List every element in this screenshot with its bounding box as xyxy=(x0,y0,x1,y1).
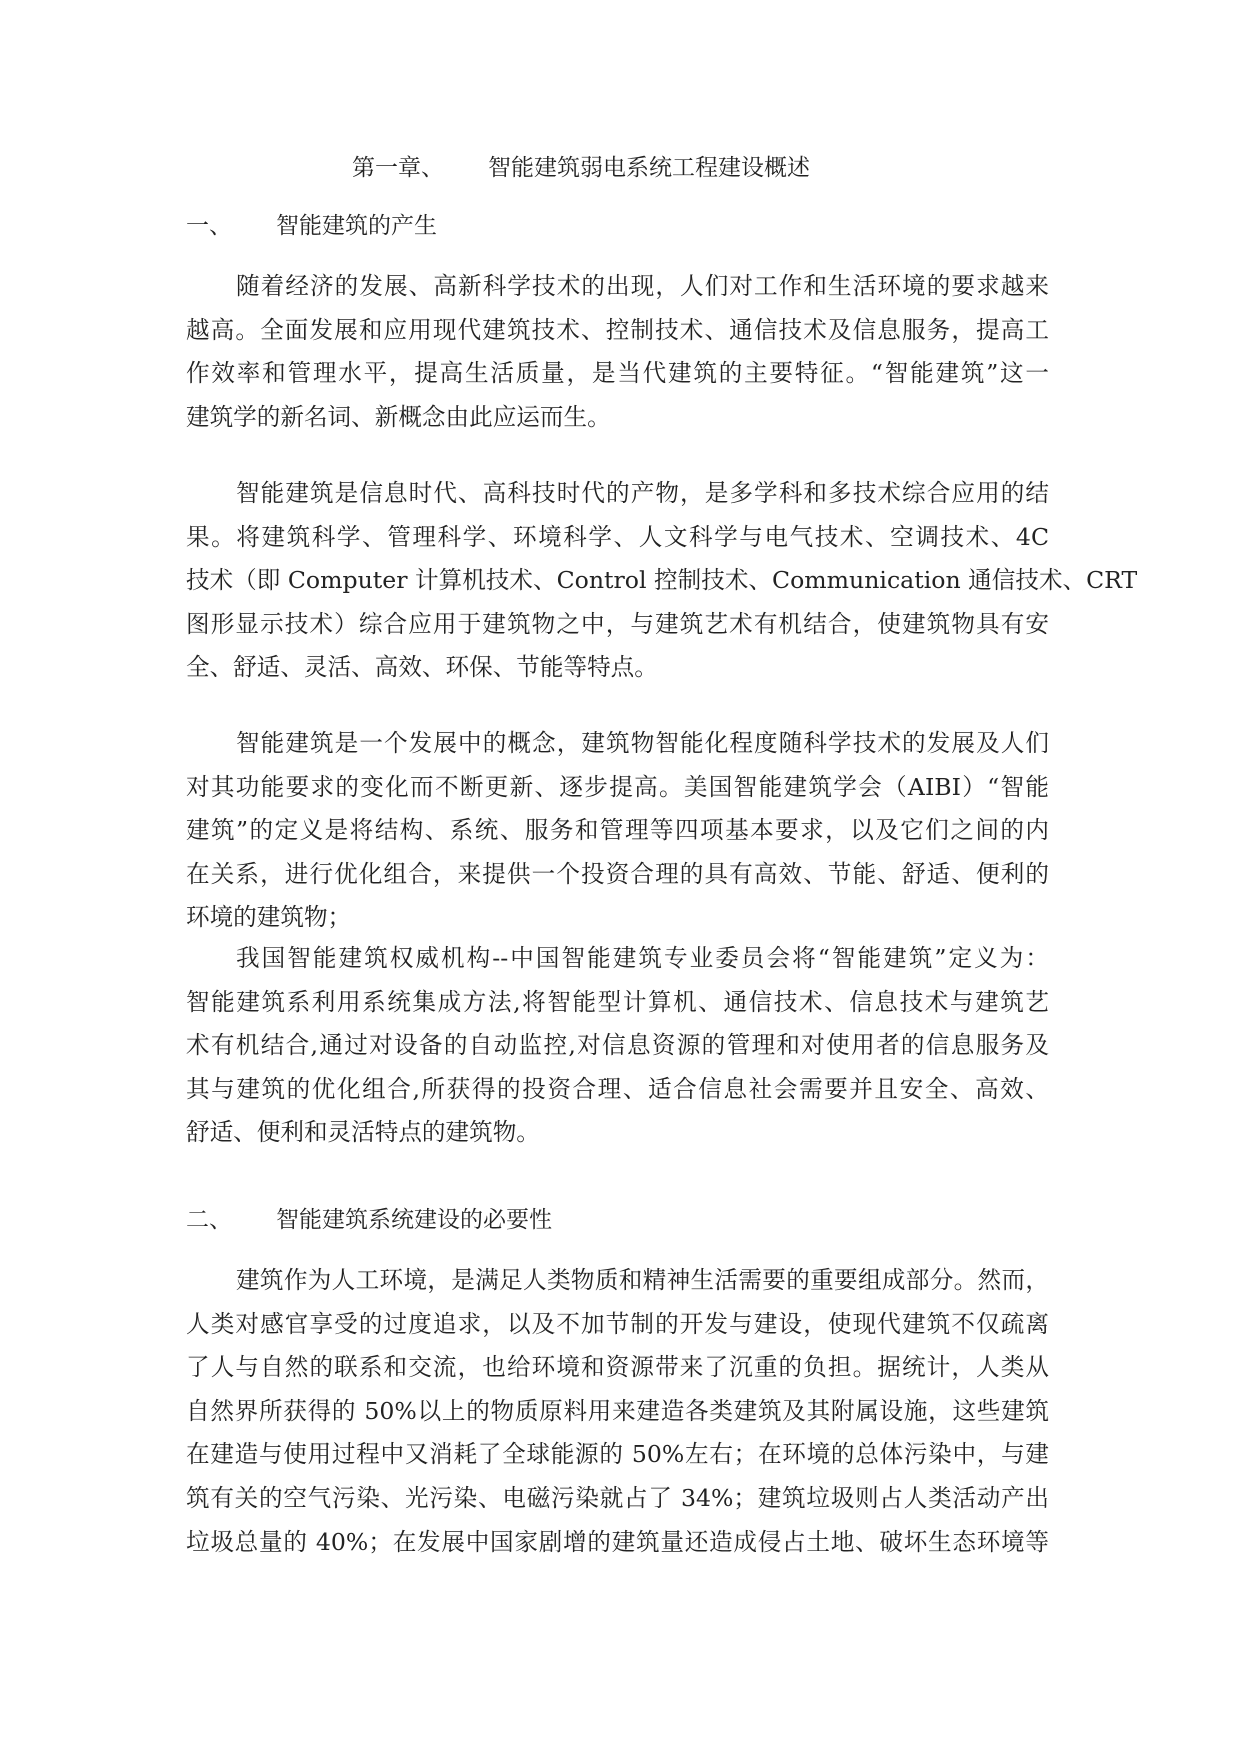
paragraph-line: 智能建筑是一个发展中的概念，建筑物智能化程度随科学技术的发展及人们 xyxy=(236,729,1049,757)
paragraph-line: 建筑”的定义是将结构、系统、服务和管理等四项基本要求，以及它们之间的内 xyxy=(186,816,1049,845)
paragraph-line: 术有机结合,通过对设备的自动监控,对信息资源的管理和对使用者的信息服务及 xyxy=(186,1031,1049,1060)
chapter-title-text: 智能建筑弱电系统工程建设概述 xyxy=(488,155,810,181)
section-title: 智能建筑的产生 xyxy=(276,213,437,239)
chapter-number: 第一章、 xyxy=(352,155,444,181)
paragraph-line: 智能建筑是信息时代、高科技时代的产物，是多学科和多技术综合应用的结 xyxy=(236,479,1049,507)
section-number: 一、 xyxy=(186,213,232,239)
section-number: 二、 xyxy=(186,1207,232,1233)
paragraph-line: 在建造与使用过程中又消耗了全球能源的 50%左右；在环境的总体污染中，与建 xyxy=(186,1440,1049,1469)
paragraph-line: 环境的建筑物； xyxy=(186,903,352,932)
paragraph-line: 筑有关的空气污染、光污染、电磁污染就占了 34%；建筑垃圾则占人类活动产出 xyxy=(186,1483,1050,1512)
paragraph xyxy=(186,265,1049,439)
paragraph-line: 随着经济的发展、高新科学技术的出现，人们对工作和生活环境的要求越来 xyxy=(236,272,1049,300)
paragraph-line: 在关系，进行优化组合，来提供一个投资合理的具有高效、节能、舒适、便利的 xyxy=(186,859,1049,888)
paragraph-line: 图形显示技术）综合应用于建筑物之中，与建筑艺术有机结合，使建筑物具有安 xyxy=(186,609,1049,638)
paragraph-line: 我国智能建筑权威机构--中国智能建筑专业委员会将“智能建筑”定义为： xyxy=(236,944,1049,972)
paragraph xyxy=(186,937,1049,1155)
section-title: 智能建筑系统建设的必要性 xyxy=(276,1207,552,1233)
paragraph-line: 人类对感官享受的过度追求，以及不加节制的开发与建设，使现代建筑不仅疏离 xyxy=(186,1309,1049,1338)
paragraph xyxy=(186,472,1138,690)
paragraph xyxy=(186,722,1049,940)
paragraph-line: 全、舒适、灵活、高效、环保、节能等特点。 xyxy=(186,653,658,682)
paragraph-line: 自然界所获得的 50%以上的物质原料用来建造各类建筑及其附属设施，这些建筑 xyxy=(186,1396,1049,1425)
paragraph-line: 建筑作为人工环境，是满足人类物质和精神生活需要的重要组成部分。然而， xyxy=(236,1266,1049,1294)
paragraph-line: 越高。全面发展和应用现代建筑技术、控制技术、通信技术及信息服务，提高工 xyxy=(186,315,1049,344)
paragraph xyxy=(186,1259,1049,1564)
paragraph-line: 垃圾总量的 40%；在发展中国家剧增的建筑量还造成侵占土地、破坏生态环境等 xyxy=(186,1527,1049,1556)
paragraph-line: 了人与自然的联系和交流，也给环境和资源带来了沉重的负担。据统计，人类从 xyxy=(186,1353,1049,1382)
paragraph-line: 技术（即 Computer 计算机技术、Control 控制技术、Communication 通信技术、CRT xyxy=(186,566,1138,595)
paragraph-line: 对其功能要求的变化而不断更新、逐步提高。美国智能建筑学会（AIBI）“智能 xyxy=(186,772,1049,801)
paragraph-line: 舒适、便利和灵活特点的建筑物。 xyxy=(186,1118,540,1147)
paragraph-line: 果。将建筑科学、管理科学、环境科学、人文科学与电气技术、空调技术、4C xyxy=(186,522,1049,551)
paragraph-line: 其与建筑的优化组合,所获得的投资合理、适合信息社会需要并且安全、高效、 xyxy=(186,1074,1049,1103)
paragraph-line: 智能建筑系利用系统集成方法,将智能型计算机、通信技术、信息技术与建筑艺 xyxy=(186,987,1049,1016)
paragraph-line: 作效率和管理水平，提高生活质量，是当代建筑的主要特征。“智能建筑”这一 xyxy=(186,359,1049,388)
paragraph-line: 建筑学的新名词、新概念由此应运而生。 xyxy=(186,402,611,431)
